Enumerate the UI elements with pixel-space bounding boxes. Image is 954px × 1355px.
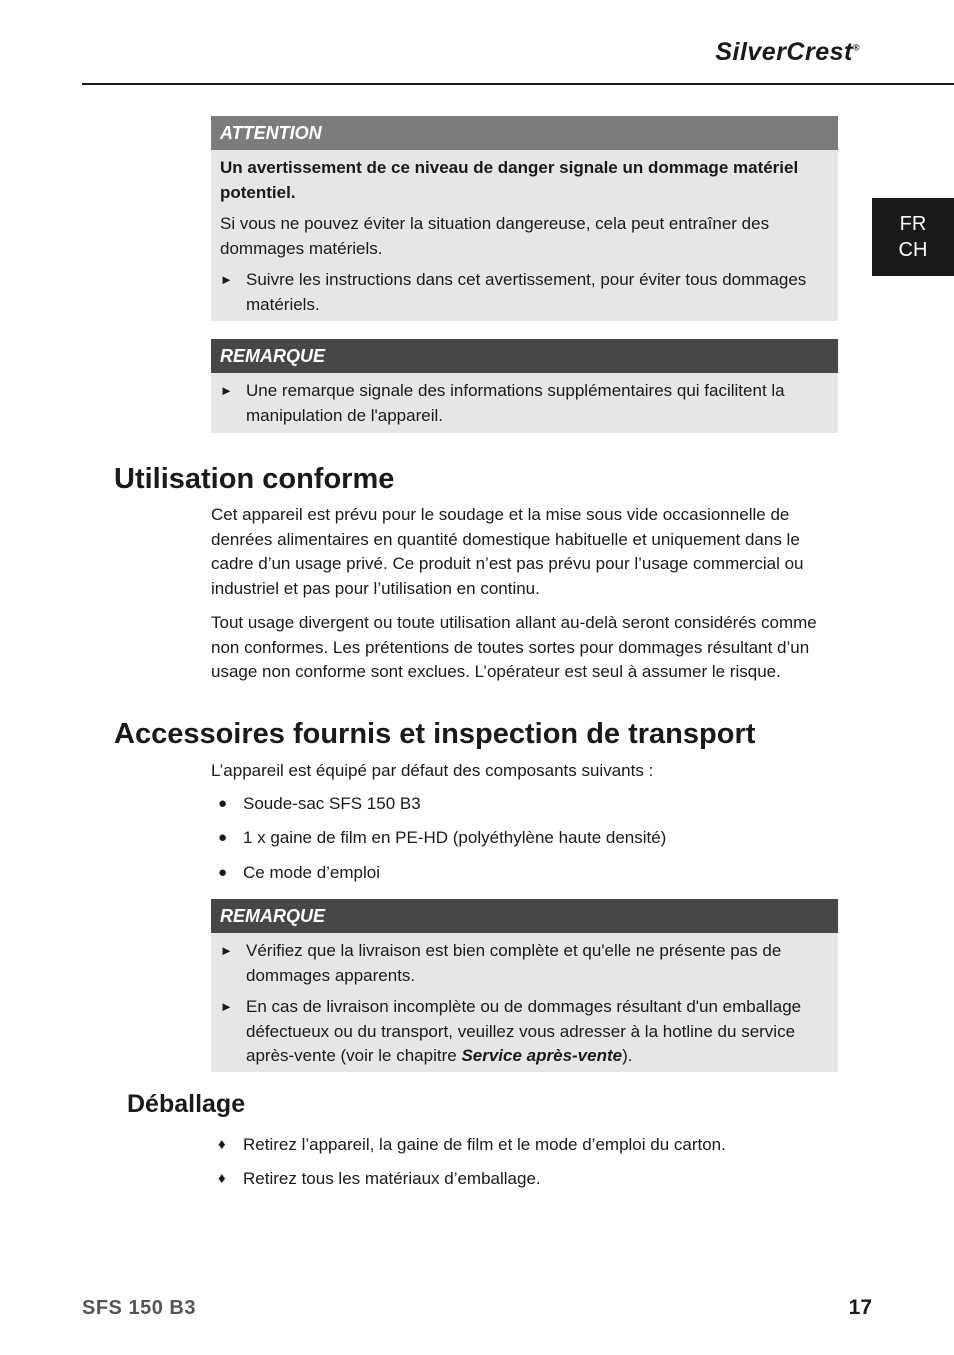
heading-accessoires: Accessoires fournis et inspection de transport	[114, 718, 756, 750]
arrow-icon: ►	[220, 999, 233, 1014]
language-tab	[872, 198, 954, 276]
bullet-icon: ●	[218, 829, 228, 846]
list-item	[218, 861, 380, 885]
list-item-text: Soude-sac SFS 150 B3	[243, 794, 421, 813]
attention-box	[211, 116, 838, 321]
footer-model: SFS 150 B3	[82, 1297, 196, 1319]
list-item-text: Retirez l’appareil, la gaine de film et le mode d’emploi du carton.	[243, 1135, 726, 1154]
attention-item	[220, 268, 828, 317]
note-2-item-2-text-start: En cas de livraison incomplète ou de dommages résultant d'un emballage défectueux ou du transport, veuillez vous adresser à la hotline du service après-vente (voir le chapitre	[246, 997, 802, 1065]
diamond-bullet-icon: ♦	[218, 1136, 226, 1153]
heading-utilisation-conforme: Utilisation conforme	[114, 463, 395, 495]
attention-bold-text: Un avertissement de ce niveau de danger signale un dommage matériel potentiel.	[220, 158, 799, 202]
header-rule	[82, 83, 954, 85]
diamond-bullet-icon: ♦	[218, 1170, 226, 1187]
brand-logo	[715, 38, 860, 67]
arrow-icon: ►	[220, 383, 233, 398]
list-item	[218, 792, 421, 816]
list-item	[218, 1133, 726, 1157]
heading-deballage: Déballage	[127, 1090, 246, 1118]
attention-item-text: Suivre les instructions dans cet avertissement, pour éviter tous dommages matériels.	[246, 270, 807, 314]
note-2-item-1	[220, 939, 828, 988]
country-code: CH	[898, 239, 928, 261]
note-1-item-text: Une remarque signale des informations supplémentaires qui facilitent la manipulation de l'appareil.	[246, 381, 785, 425]
registered-mark: ®	[852, 42, 860, 53]
arrow-icon: ►	[220, 943, 233, 958]
list-item-text: Ce mode d’emploi	[243, 863, 381, 882]
note-box-2	[211, 899, 838, 1072]
note-1-title: REMARQUE	[211, 339, 838, 373]
brand-name: SilverCrest	[715, 38, 853, 66]
arrow-icon: ►	[220, 272, 233, 287]
accessoires-intro: L’appareil est équipé par défaut des composants suivants :	[211, 761, 654, 780]
note-2-title: REMARQUE	[211, 899, 838, 933]
page-number: 17	[848, 1296, 872, 1319]
note-box-1	[211, 339, 838, 433]
list-item	[218, 826, 666, 850]
utilisation-paragraph-2: Tout usage divergent ou toute utilisation allant au-delà seront considérés comme non conformes. Les prétentions de toutes sortes pour dommages résultant d’un usage non conforme sont exclues. L’opérateur est seul à assumer le risque.	[211, 613, 817, 681]
bullet-icon: ●	[218, 864, 228, 881]
bullet-icon: ●	[218, 795, 228, 812]
note-2-item-2	[220, 995, 828, 1069]
list-item-text: Retirez tous les matériaux d’emballage.	[243, 1169, 541, 1188]
list-item	[218, 1167, 541, 1191]
note-1-item	[220, 379, 828, 428]
attention-title: ATTENTION	[211, 116, 838, 150]
service-apres-vente-reference: Service après-vente	[461, 1046, 623, 1065]
note-2-item-2-text-end: ).	[622, 1046, 633, 1065]
note-2-item-1-text: Vérifiez que la livraison est bien complète et qu'elle ne présente pas de dommages apparents.	[246, 941, 782, 985]
list-item-text: 1 x gaine de film en PE-HD (polyéthylène haute densité)	[243, 828, 667, 847]
utilisation-paragraph-1: Cet appareil est prévu pour le soudage et la mise sous vide occasionnelle de denrées alimentaires en quantité domestique habituelle et uniquement dans le cadre d’un usage privé. Ce produit n’est pas prévu pour l’usage commercial ou industriel et pas pour l’utilisation en continu.	[211, 505, 804, 598]
attention-text: Si vous ne pouvez éviter la situation dangereuse, cela peut entraîner des dommages matériels.	[220, 214, 770, 258]
language-code: FR	[899, 213, 927, 235]
